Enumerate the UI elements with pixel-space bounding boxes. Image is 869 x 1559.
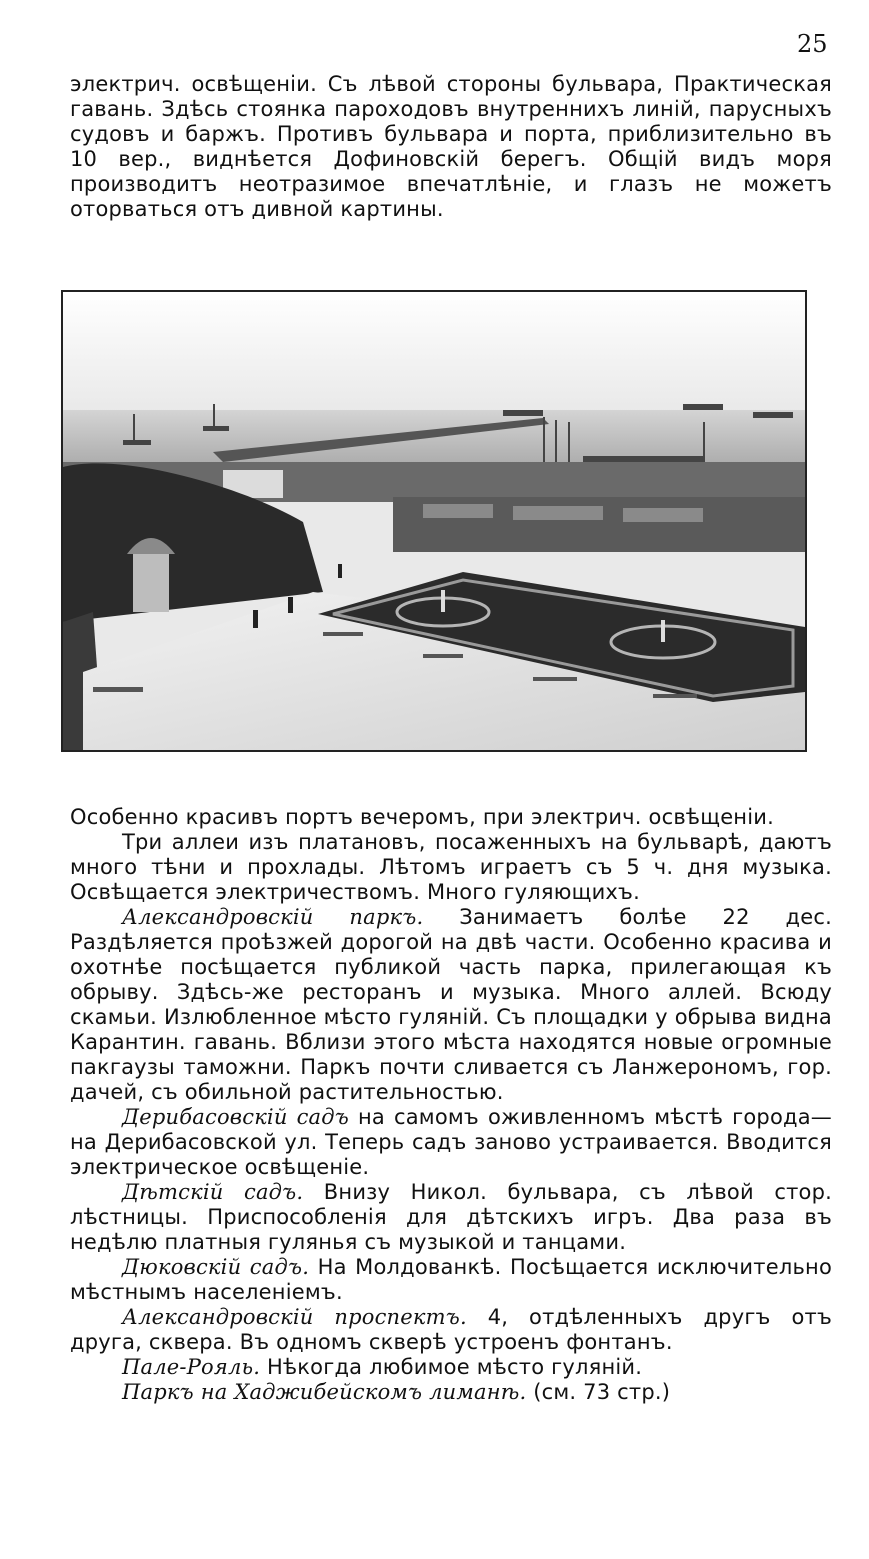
text-body <box>70 805 832 1405</box>
section-title: Дюковскій садъ. <box>122 1255 310 1279</box>
paragraph-0 <box>70 805 832 830</box>
paragraph-7 <box>70 1355 832 1380</box>
paragraph-text: на самомъ оживленномъ мѣстѣ города—на Дерибасовской ул. Теперь садъ заново устраивается. Вводится электрическое освѣщеніе. <box>70 1105 832 1179</box>
paragraph-8 <box>70 1380 832 1405</box>
paragraph-text: На Молдованкѣ. Посѣщается исключительно мѣстнымъ населеніемъ. <box>70 1255 832 1304</box>
section-title: Пале-Рояль. <box>122 1355 261 1379</box>
paragraph-text: 4, отдѣленныхъ другъ отъ друга, сквера. Въ одномъ скверѣ устроенъ фонтанъ. <box>70 1305 832 1354</box>
section-title: Александровскій проспектъ. <box>122 1305 467 1329</box>
section-title: Паркъ на Хаджибейскомъ лиманѣ. <box>122 1380 527 1404</box>
port-photograph-image <box>63 292 805 750</box>
paragraph-text: Нѣкогда любимое мѣсто гуляній. <box>266 1355 643 1379</box>
section-title: Александровскій паркъ. <box>122 905 424 929</box>
paragraph-text: Особенно красивъ портъ вечеромъ, при электрич. освѣщеніи. <box>70 805 774 829</box>
paragraph-4 <box>70 1180 832 1255</box>
paragraph-text: (см. 73 стр.) <box>533 1380 671 1404</box>
paragraph-3 <box>70 1105 832 1180</box>
paragraph-text: Занимаетъ болѣе 22 дес. Раздѣляется проѣзжей дорогой на двѣ части. Особенно красива и охотнѣе посѣщается публикой часть парка, прилегающая къ обрыву. Здѣсь-же ресторанъ и музыка. Много аллей. Всюду скамьи. Излюбленное мѣсто гуляній. Съ площадки у обрыва видна Карантин. гавань. Вблизи этого мѣста находятся новые огромные пакгаузы таможни. Паркъ почти сливается съ Ланжерономъ, гор. дачей, съ обильной растительностью. <box>70 905 832 1104</box>
page-number: 25 <box>797 30 828 58</box>
section-title: Дѣтскій садъ. <box>122 1180 304 1204</box>
paragraph-5 <box>70 1255 832 1305</box>
top-paragraph <box>70 72 832 222</box>
paragraph-1 <box>70 830 832 905</box>
paragraph-6 <box>70 1305 832 1355</box>
port-photograph <box>61 290 807 752</box>
paragraph-text: Три аллеи изъ платановъ, посаженныхъ на бульварѣ, даютъ много тѣни и прохлады. Лѣтомъ играетъ съ 5 ч. дня музыка. Освѣщается электричествомъ. Много гуляющихъ. <box>70 830 832 904</box>
paragraph-text: электрич. освѣщеніи. Съ лѣвой стороны бульвара, Практическая гавань. Здѣсь стоянка пароходовъ внутреннихъ линій, парусныхъ судовъ и баржъ. Противъ бульвара и порта, приблизительно въ 10 вер., виднѣется Дофиновскій берегъ. Общій видъ моря производитъ неотразимое впечатлѣніе, и глазъ не можетъ оторваться отъ дивной картины. <box>70 72 832 221</box>
paragraph-text: Внизу Никол. бульвара, съ лѣвой стор. лѣстницы. Приспособленія для дѣтскихъ игръ. Два раза въ недѣлю платныя гулянья съ музыкой и танцами. <box>70 1180 832 1254</box>
paragraph-2 <box>70 905 832 1105</box>
section-title: Дерибасовскій садъ <box>122 1105 349 1129</box>
